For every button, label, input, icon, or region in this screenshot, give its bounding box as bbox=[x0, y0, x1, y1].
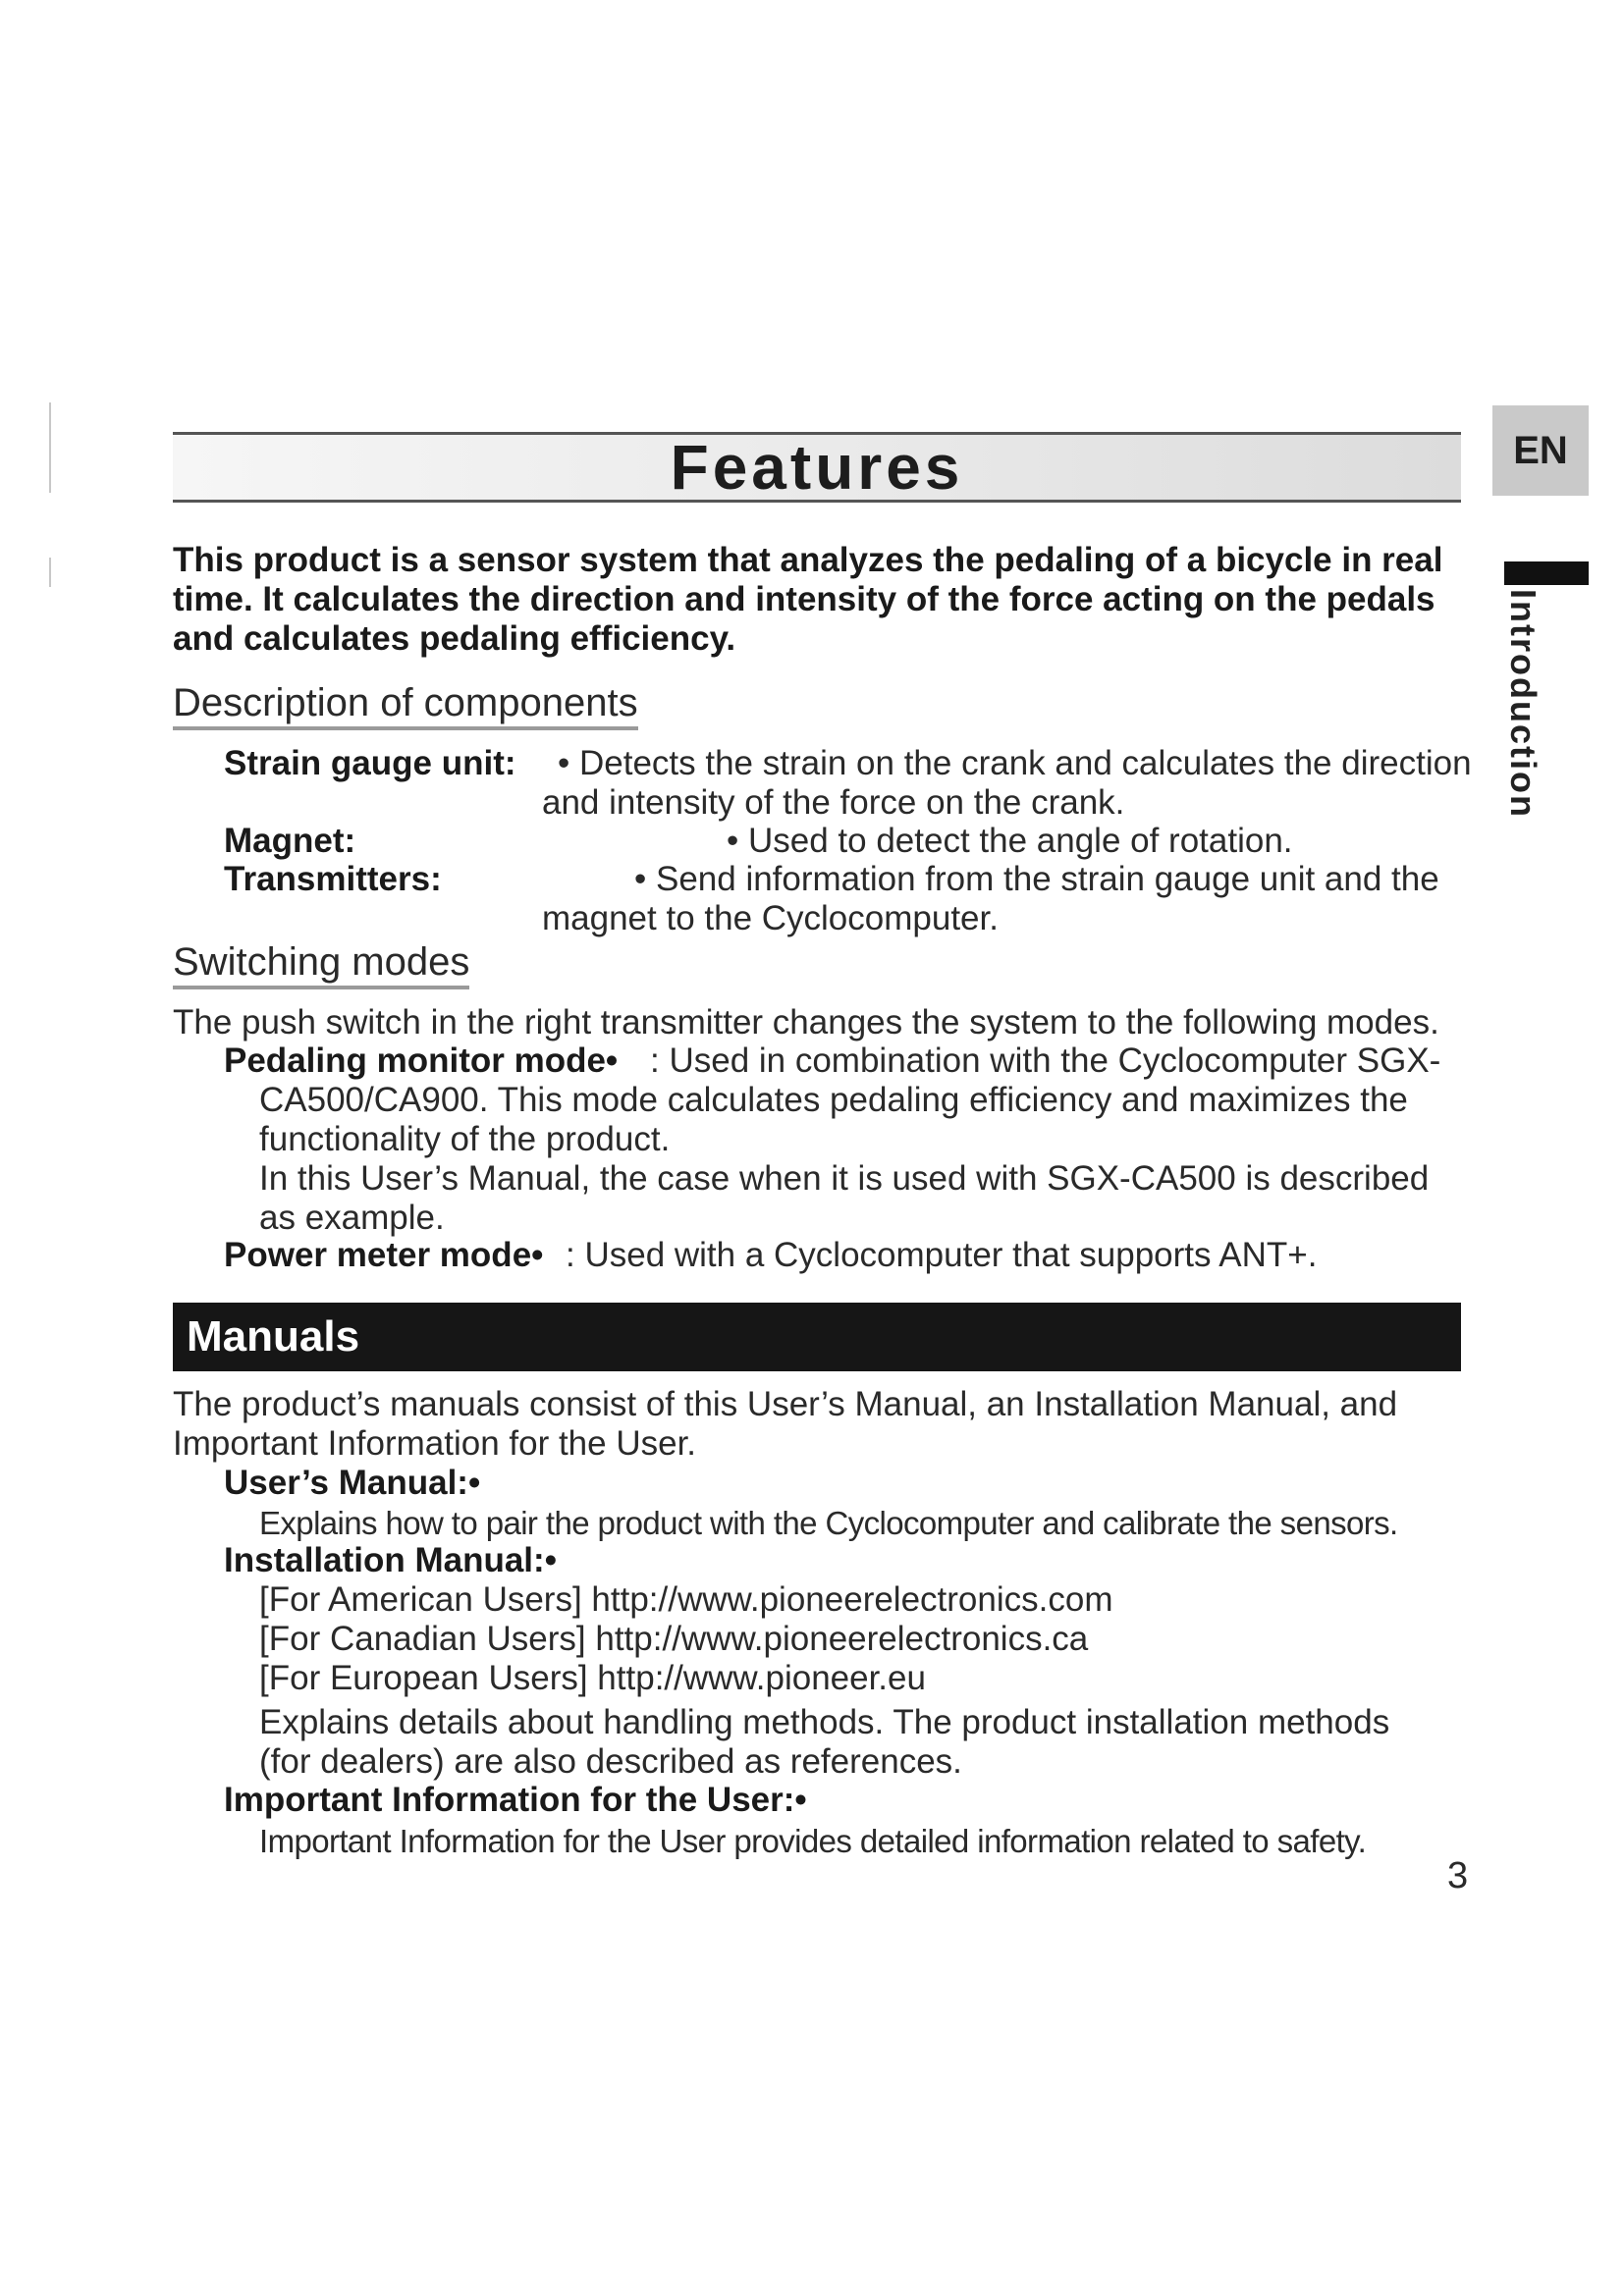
manuals-heading-bar bbox=[173, 1303, 1461, 1371]
strain-gauge-line2: and intensity of the force on the crank. bbox=[542, 783, 1125, 822]
section-marker-block bbox=[1504, 561, 1589, 585]
intro-paragraph: This product is a sensor system that analyzes the pedaling of a bicycle in real time. It calculates the direction and intensity of the force acting on the pedals and calculates pedaling efficiency. bbox=[173, 541, 1443, 658]
margin-mark-top bbox=[49, 402, 51, 493]
installation-manual-label: Installation Manual:• bbox=[224, 1541, 557, 1579]
transmitters-line2: magnet to the Cyclocomputer. bbox=[542, 899, 999, 937]
pedaling-line2: CA500/CA900. This mode calculates pedaling efficiency and maximizes the bbox=[259, 1081, 1408, 1119]
installation-text1: Explains details about handling methods. The product installation methods bbox=[259, 1703, 1390, 1741]
page-number: 3 bbox=[1447, 1855, 1469, 1896]
modes-intro: The push switch in the right transmitter changes the system to the following modes. bbox=[173, 1003, 1439, 1041]
installation-url-canadian[interactable]: [For Canadian Users] http://www.pioneerelectronics.ca bbox=[259, 1620, 1089, 1658]
pedaling-line5: as example. bbox=[259, 1199, 445, 1237]
important-info-label: Important Information for the User:• bbox=[224, 1781, 807, 1819]
power-mode-label: Power meter mode• bbox=[224, 1236, 544, 1274]
margin-mark-bottom bbox=[49, 558, 51, 587]
installation-url-american[interactable]: [For American Users] http://www.pioneerelectronics.com bbox=[259, 1580, 1113, 1619]
strain-gauge-line1: • Detects the strain on the crank and calculates the direction bbox=[558, 744, 1472, 782]
installation-text2: (for dealers) are also described as references. bbox=[259, 1742, 962, 1781]
components-heading: Description of components bbox=[173, 681, 638, 730]
users-manual-label: User’s Manual:• bbox=[224, 1464, 481, 1502]
features-title-bar bbox=[173, 432, 1461, 503]
section-label bbox=[1502, 589, 1573, 819]
magnet-line1: • Used to detect the angle of rotation. bbox=[727, 822, 1293, 860]
pedaling-line3: functionality of the product. bbox=[259, 1120, 671, 1158]
users-manual-text: Explains how to pair the product with the Cyclocomputer and calibrate the sensors. bbox=[259, 1505, 1398, 1541]
installation-url-european[interactable]: [For European Users] http://www.pioneer.eu bbox=[259, 1659, 926, 1697]
pedaling-line1: : Used in combination with the Cyclocomputer SGX- bbox=[650, 1041, 1441, 1080]
transmitters-label: Transmitters: bbox=[224, 860, 442, 898]
transmitters-line1: • Send information from the strain gauge unit and the bbox=[634, 860, 1439, 898]
section-label-text: Introduction bbox=[1503, 589, 1543, 819]
manuals-intro-line1: The product’s manuals consist of this User’s Manual, an Installation Manual, and bbox=[173, 1385, 1398, 1423]
power-line1: : Used with a Cyclocomputer that supports ANT+. bbox=[566, 1236, 1318, 1274]
strain-gauge-label: Strain gauge unit: bbox=[224, 744, 516, 782]
important-info-text: Important Information for the User provides detailed information related to safety. bbox=[259, 1823, 1367, 1859]
language-tab: EN bbox=[1492, 405, 1589, 496]
page-title: Features bbox=[670, 432, 964, 503]
pedaling-line4: In this User’s Manual, the case when it is used with SGX-CA500 is described bbox=[259, 1159, 1430, 1198]
pedaling-mode-label: Pedaling monitor mode• bbox=[224, 1041, 619, 1080]
magnet-label: Magnet: bbox=[224, 822, 356, 860]
modes-heading: Switching modes bbox=[173, 940, 469, 989]
manuals-heading: Manuals bbox=[187, 1312, 360, 1361]
manuals-intro-line2: Important Information for the User. bbox=[173, 1424, 697, 1463]
